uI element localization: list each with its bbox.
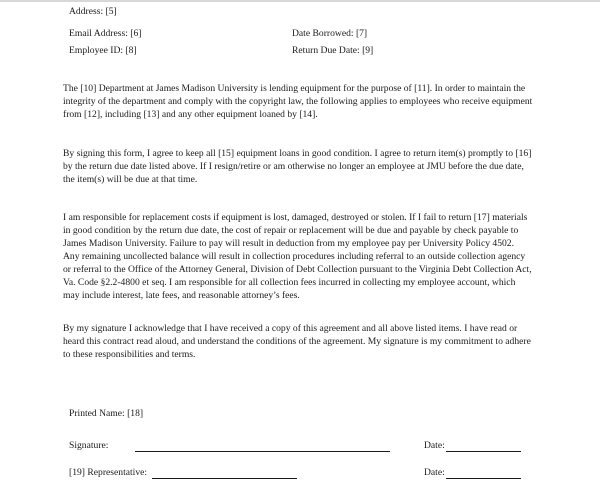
paragraph-line: integrity of the department and comply with the copyright law, the following applies to employees who receive equipment: [63, 96, 533, 107]
representative-signature-line[interactable]: [152, 478, 297, 479]
return-due-date-field: Return Due Date: [9]: [292, 45, 374, 56]
paragraph-line: to these responsibilities and terms.: [63, 349, 196, 360]
paragraph-line: the item(s) will be due at that time.: [63, 174, 198, 185]
signature-date-line[interactable]: [446, 451, 521, 452]
paragraph-line: heard this contract read aloud, and understand the conditions of the agreement. My signature is my commitment to adhere: [63, 336, 531, 347]
signature-line[interactable]: [135, 451, 390, 452]
date-borrowed-field: Date Borrowed: [7]: [292, 28, 368, 39]
paragraph-line: by the return due date listed above. If I resign/retire or am otherwise no longer an employee at JMU before the due date,: [63, 161, 524, 172]
email-field: Email Address: [6]: [69, 28, 142, 39]
page-top-edge: [0, 0, 600, 2]
representative-label: [19] Representative:: [69, 467, 148, 478]
paragraph-line: in good condition by the return due date, the cost of repair or replacement will be due and payable by check payable to: [63, 225, 519, 236]
employee-id-field: Employee ID: [8]: [69, 45, 137, 56]
paragraph-line: or referral to the Office of the Attorney General, Division of Debt Collection pursuant to the Virginia Debt Collection Act,: [63, 264, 532, 275]
paragraph-line: may include interest, late fees, and reasonable attorney’s fees.: [63, 290, 300, 301]
representative-date-line[interactable]: [446, 478, 521, 479]
printed-name-field: Printed Name: [18]: [69, 408, 144, 419]
paragraph-line: By my signature I acknowledge that I have received a copy of this agreement and all above listed items. I have read or: [63, 323, 518, 334]
date-label-signature: Date:: [424, 440, 445, 451]
paragraph-line: By signing this form, I agree to keep all [15] equipment loans in good condition. I agree to return item(s) promptly to [16]: [63, 148, 532, 159]
address-field: Address: [5]: [69, 6, 117, 17]
paragraph-line: Any remaining uncollected balance will result in collection procedures including referral to an outside collection agency: [63, 251, 526, 262]
signature-label: Signature:: [69, 440, 109, 451]
paragraph-line: The [10] Department at James Madison University is lending equipment for the purpose of [11]. In order to maintain the: [63, 83, 526, 94]
date-label-representative: Date:: [424, 467, 445, 478]
paragraph-line: Va. Code §2.2-4800 et seq. I am responsible for all collection fees incurred in collecting my employee account, which: [63, 277, 516, 288]
paragraph-line: James Madison University. Failure to pay will result in deduction from my employee pay per University Policy 4502.: [63, 238, 515, 249]
paragraph-line: I am responsible for replacement costs if equipment is lost, damaged, destroyed or stolen. If I fail to return [17] materials: [63, 212, 528, 223]
paragraph-line: from [12], including [13] and any other equipment loaned by [14].: [63, 109, 318, 120]
